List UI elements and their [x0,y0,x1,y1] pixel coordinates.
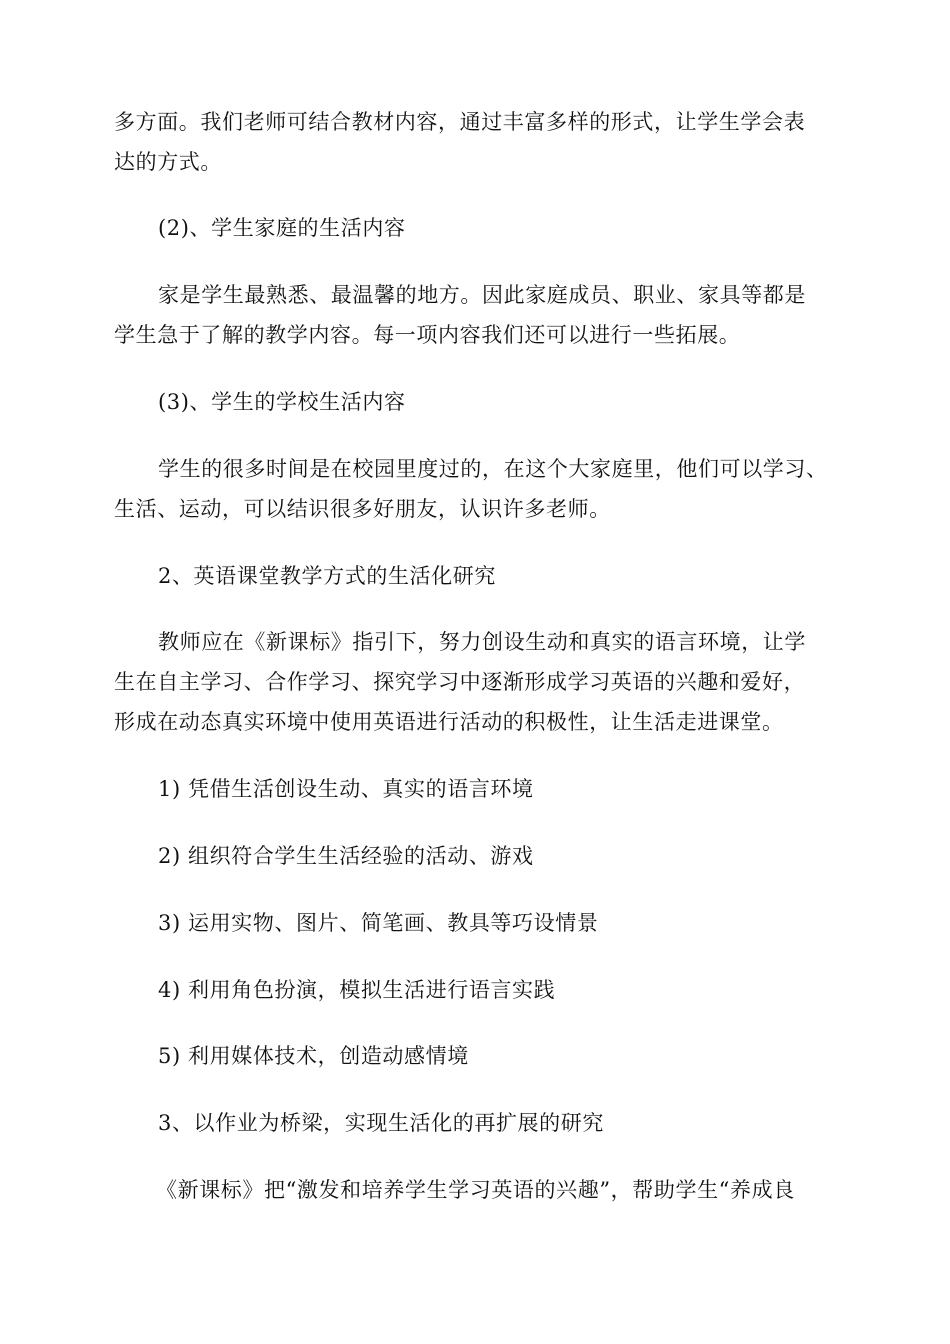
section-heading: 2、英语课堂教学方式的生活化研究 [158,564,496,588]
subheading: (3)、学生的学校生活内容 [158,390,406,414]
body-text-line: 教师应在《新课标》指引下，努力创设生动和真实的语言环境，让学 [158,630,806,654]
body-text-line: 多方面。我们老师可结合教材内容，通过丰富多样的形式，让学生学会表 [114,110,806,134]
body-text-line: 家是学生最熟悉、最温馨的地方。因此家庭成员、职业、家具等都是 [158,283,806,307]
body-text-line: 学生的很多时间是在校园里度过的，在这个大家庭里，他们可以学习、 [158,457,828,481]
list-item: 1) 凭借生活创设生动、真实的语言环境 [158,777,534,801]
body-text-line: 形成在动态真实环境中使用英语进行活动的积极性，让生活走进课堂。 [114,710,784,734]
subheading: (2)、学生家庭的生活内容 [158,216,406,240]
body-text-line: 达的方式。 [114,150,222,174]
list-item: 4) 利用角色扮演，模拟生活进行语言实践 [158,978,556,1002]
body-text-line: 学生急于了解的教学内容。每一项内容我们还可以进行一些拓展。 [114,323,741,347]
list-item: 2) 组织符合学生生活经验的活动、游戏 [158,844,534,868]
section-heading: 3、以作业为桥梁，实现生活化的再扩展的研究 [158,1111,604,1135]
body-text-line: 生活、运动，可以结识很多好朋友，认识许多老师。 [114,497,611,521]
list-item: 5) 利用媒体技术，创造动感情境 [158,1044,469,1068]
body-text-line: 《新课标》把“激发和培养学生学习英语的兴趣”，帮助学生“养成良 [156,1178,795,1202]
list-item: 3) 运用实物、图片、简笔画、教具等巧设情景 [158,911,599,935]
body-text-line: 生在自主学习、合作学习、探究学习中逐渐形成学习英语的兴趣和爱好， [114,670,806,694]
